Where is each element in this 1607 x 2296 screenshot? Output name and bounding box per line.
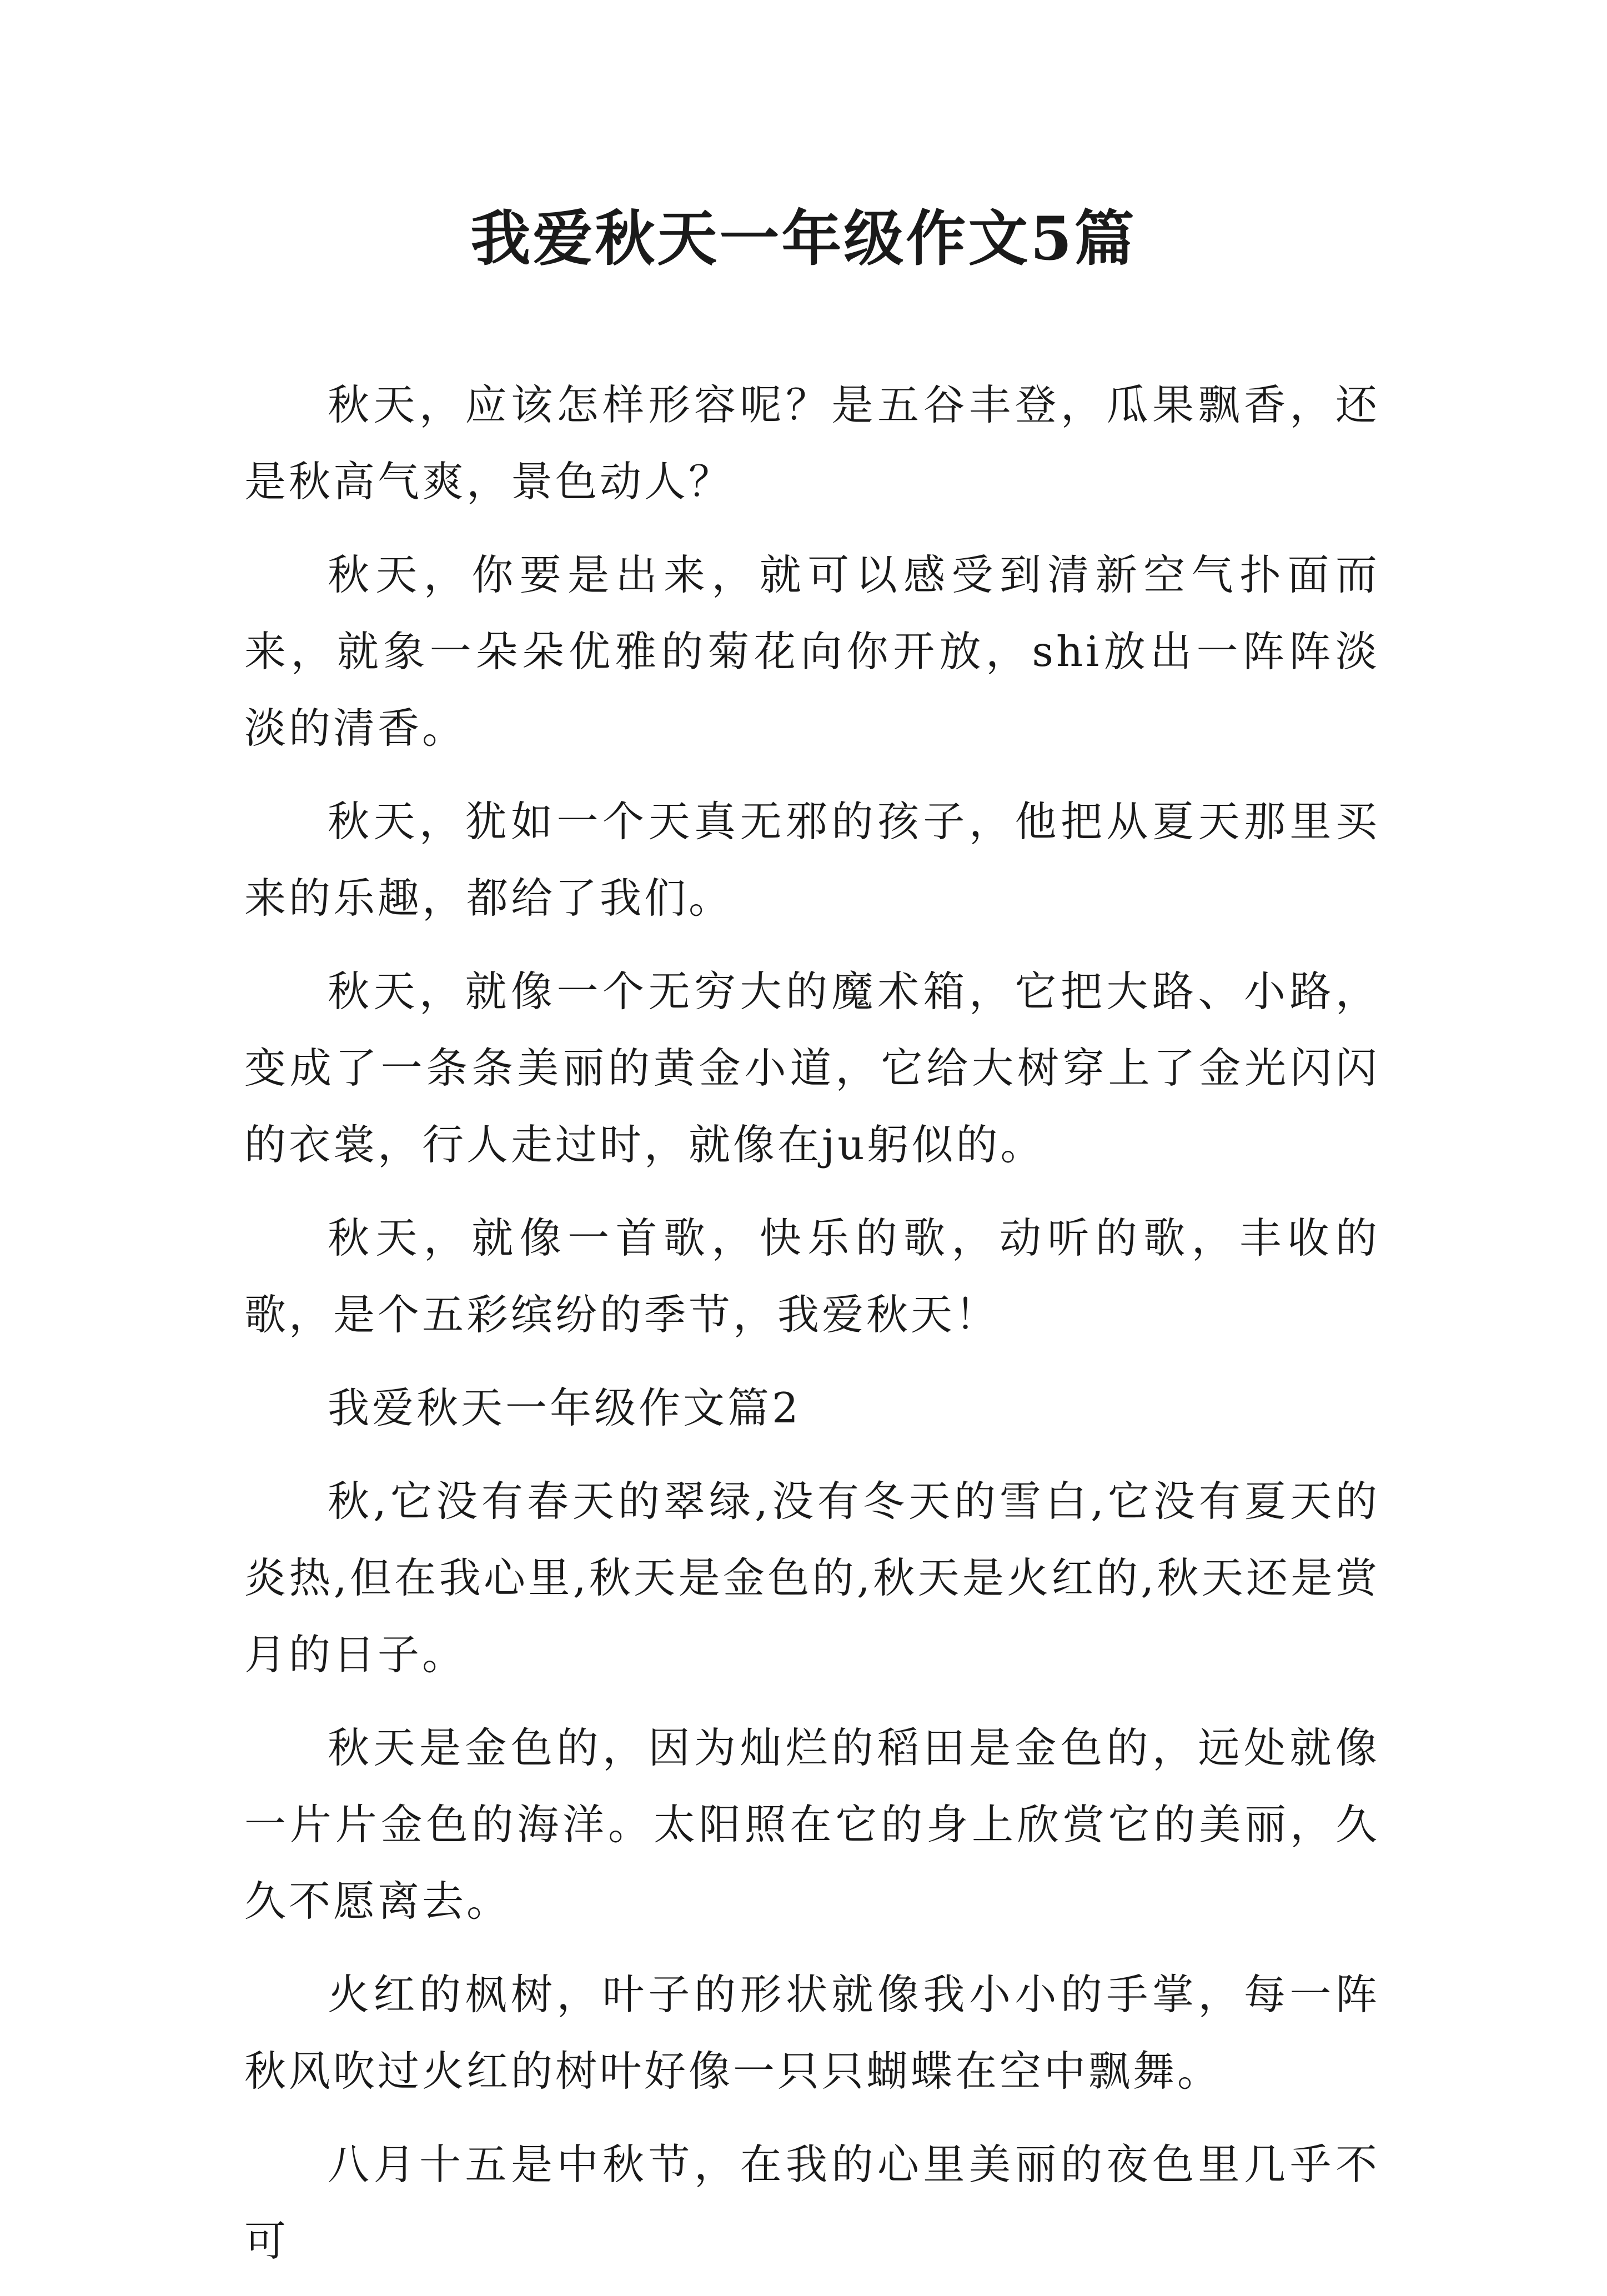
section-heading: 我爱秋天一年级作文篇2	[328, 1383, 801, 1432]
paragraph: 秋,它没有春天的翠绿,没有冬天的雪白,它没有夏天的炎热,但在我心里,秋天是金色的,秋天是火红的,秋天还是赏月的日子。	[244, 1477, 1380, 1679]
paragraph: 火红的枫树，叶子的形状就像我小小的手掌，每一阵秋风吹过火红的树叶好像一只只蝴蝶在空中飘舞。	[244, 1970, 1380, 2096]
paragraph: 秋天，你要是出来，就可以感受到清新空气扑面而来，就象一朵朵优雅的菊花向你开放，shi放出一阵阵淡淡的清香。	[244, 550, 1380, 753]
paragraph: 秋天，犹如一个天真无邪的孩子，他把从夏天那里买来的乐趣，都给了我们。	[244, 797, 1380, 923]
document-body	[244, 367, 1380, 2296]
paragraph: 秋天，就像一个无穷大的魔术箱，它把大路、小路，变成了一条条美丽的黄金小道，它给大树穿上了金光闪闪的衣裳，行人走过时，就像在ju躬似的。	[244, 967, 1380, 1169]
paragraph: 秋天是金色的，因为灿烂的稻田是金色的，远处就像一片片金色的海洋。太阳照在它的身上欣赏它的美丽，久久不愿离去。	[244, 1723, 1380, 1926]
document-title: 我爱秋天一年级作文5篇	[470, 204, 1137, 274]
paragraph: 八月十五是中秋节，在我的心里美丽的夜色里几乎不可	[244, 2140, 1380, 2265]
paragraph: 秋天，就像一首歌，快乐的歌，动听的歌，丰收的歌，是个五彩缤纷的季节，我爱秋天！	[244, 1214, 1380, 1339]
paragraph: 秋天，应该怎样形容呢？是五谷丰登，瓜果飘香，还是秋高气爽，景色动人？	[244, 380, 1380, 506]
